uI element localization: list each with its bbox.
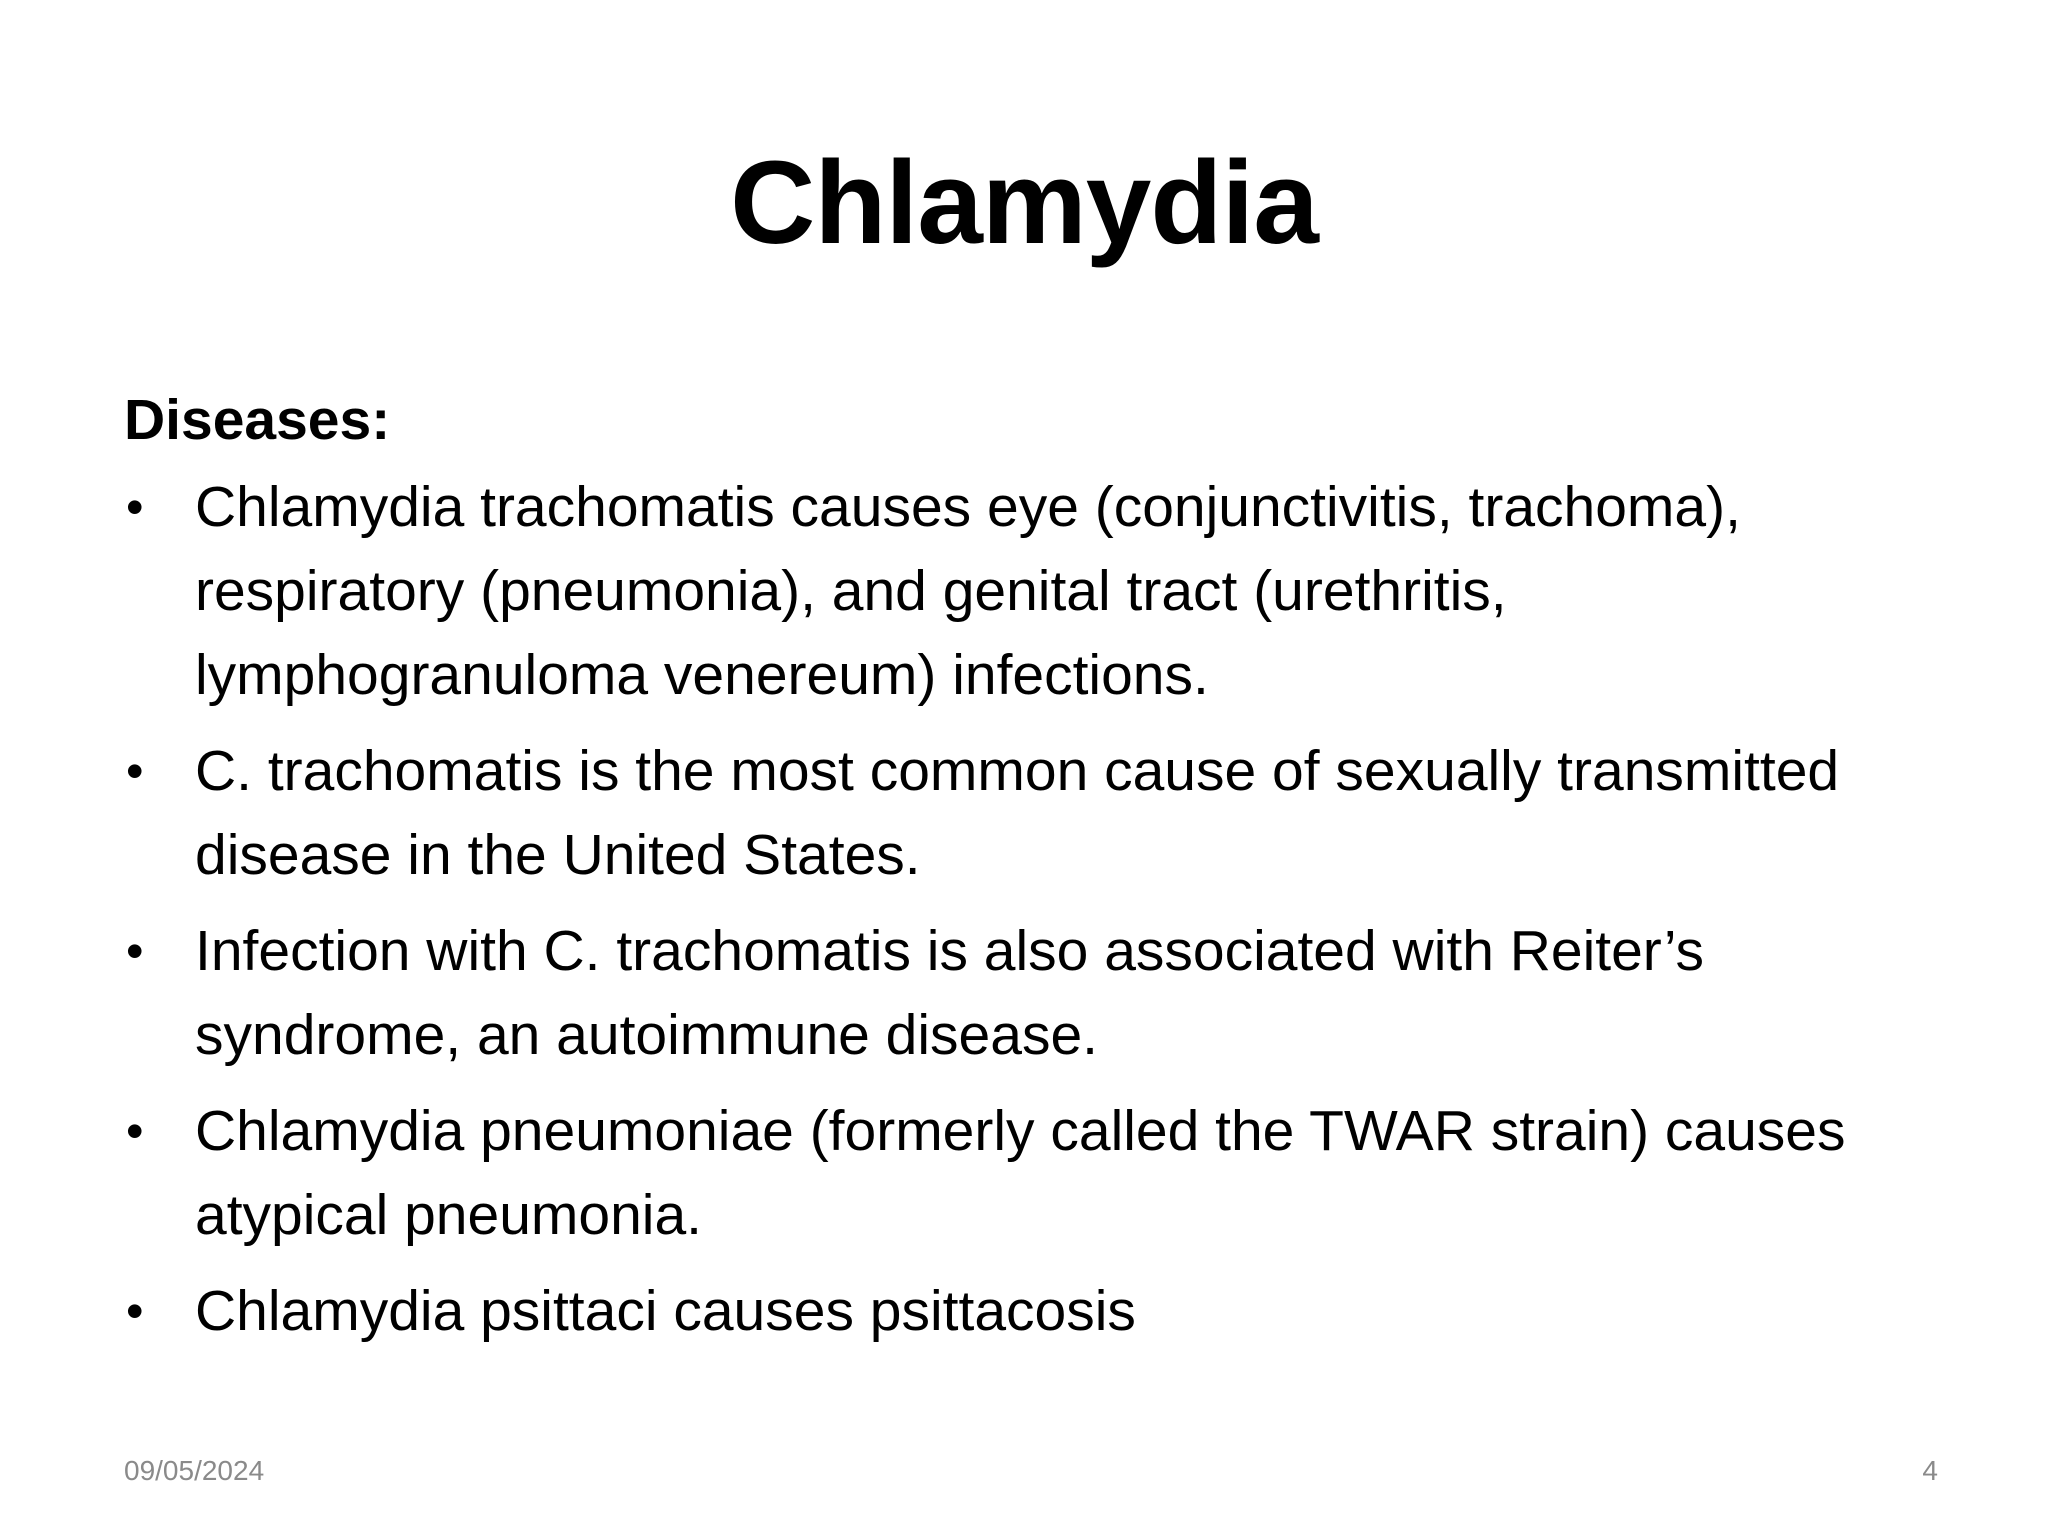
bullet-item xyxy=(124,1089,1944,1257)
bullet-list xyxy=(124,465,1944,1353)
bullet-text: Chlamydia pneumoniae (formerly called the TWAR strain) causes atypical pneumonia. xyxy=(195,1099,1846,1247)
slide-title: Chlamydia xyxy=(730,137,1318,269)
bullet-text: C. trachomatis is the most common cause of sexually transmitted disease in the United States. xyxy=(195,739,1840,887)
bullet-item xyxy=(124,1269,1944,1353)
bullet-icon: • xyxy=(126,479,144,535)
bullet-item xyxy=(124,729,1944,897)
bullet-text: Chlamydia trachomatis causes eye (conjunctivitis, trachoma), respiratory (pneumonia), and genital tract (urethritis, lymphogranuloma venereum) infections. xyxy=(195,475,1741,707)
bullet-item xyxy=(124,465,1944,717)
slide-body xyxy=(124,385,1944,1365)
bullet-icon: • xyxy=(126,1283,144,1339)
bullet-icon: • xyxy=(126,743,144,799)
bullet-icon: • xyxy=(126,1103,144,1159)
bullet-text: Infection with C. trachomatis is also associated with Reiter’s syndrome, an autoimmune disease. xyxy=(195,919,1705,1067)
bullet-icon: • xyxy=(126,923,144,979)
slide-number: 4 xyxy=(1922,1455,1938,1486)
section-heading: Diseases: xyxy=(124,388,391,452)
footer-date: 09/05/2024 xyxy=(124,1455,265,1486)
bullet-text: Chlamydia psittaci causes psittacosis xyxy=(195,1279,1136,1343)
bullet-item xyxy=(124,909,1944,1077)
